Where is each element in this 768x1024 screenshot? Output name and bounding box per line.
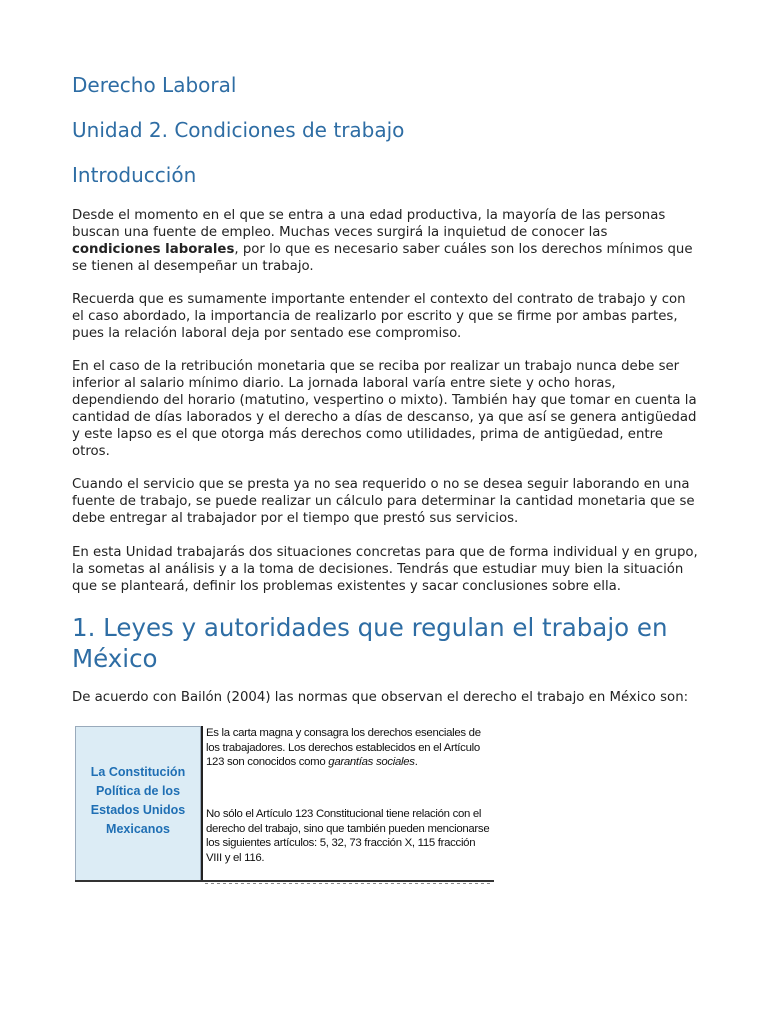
- table-cell-text-2: No sólo el Artículo 123 Constitucional tiene relación con el derecho del trabajo, sino que también pueden mencionarse los siguientes artículos: 5, 32, 73 fracción X, 115 fracción VIII y el 116.: [206, 808, 490, 864]
- table-right-cell: [203, 726, 494, 882]
- intro-paragraph-4: Cuando el servicio que se presta ya no sea requerido o no se desea seguir laborando en una fuente de trabajo, se puede realizar un cálculo para determinar la cantidad monetaria que se debe entregar al trabajador por el tiempo que prestó sus servicios.: [72, 477, 695, 526]
- table-cut-off-row: [205, 883, 491, 884]
- cell1-text-a: Es la carta magna y consagra los derechos esenciales de los trabajadores. Los derechos establecidos en el Artículo 123 son conocidos como: [206, 727, 481, 768]
- intro-paragraph-3: En el caso de la retribución monetaria que se reciba por realizar un trabajo nunca debe ser inferior al salario mínimo diario. La jornada laboral varía entre siete y ocho horas, dependiendo del horario (matutino, vespertino o mixto). También hay que tomar en cuenta la cantidad de días laborados y el derecho a días de descanso, ya que así se genera antigüedad y este lapso es el que otorga más derechos como utilidades, prima de antigüedad, entre otros.: [72, 359, 697, 459]
- table-left-label: La Constitución Política de los Estados Unidos Mexicanos: [90, 765, 186, 836]
- course-title: Derecho Laboral: [72, 73, 237, 97]
- intro-paragraph-5: En esta Unidad trabajarás dos situaciones concretas para que de forma individual y en grupo, la sometas al análisis y a la toma de decisiones. Tendrás que estudiar muy bien la situación que se planteará, definir los problemas existentes y sacar conclusiones sobre ella.: [72, 545, 698, 594]
- intro-heading: Introducción: [72, 163, 197, 187]
- table-bottom-border: [75, 880, 494, 882]
- intro-paragraph-1: [72, 207, 700, 275]
- section-1-heading: 1. Leyes y autoridades que regulan el trabajo en México: [72, 613, 668, 673]
- laws-table: [75, 726, 494, 884]
- table-cell-text-1: [206, 726, 491, 770]
- unit-title: Unidad 2. Condiciones de trabajo: [72, 118, 405, 142]
- p1-bold-term: condiciones laborales: [72, 242, 235, 257]
- intro-paragraph-2: Recuerda que es sumamente importante entender el contexto del contrato de trabajo y con el caso abordado, la importancia de realizarlo por escrito y que se firme por ambas partes, pues la relación laboral deja por sentado ese compromiso.: [72, 292, 686, 341]
- cell1-text-b: .: [414, 756, 418, 768]
- p1-text-b: , por lo que es necesario saber cuáles son los derechos mínimos que se tienen al desempeñar un trabajo.: [72, 242, 693, 274]
- section-1-intro: De acuerdo con Bailón (2004) las normas que observan el derecho el trabajo en México son:: [72, 690, 689, 705]
- cell1-emphasis: garantías sociales: [328, 756, 415, 768]
- p1-text-a: Desde el momento en el que se entra a una edad productiva, la mayoría de las personas buscan una fuente de empleo. Muchas veces surgirá la inquietud de conocer las: [72, 208, 666, 240]
- table-left-cell: [75, 726, 201, 882]
